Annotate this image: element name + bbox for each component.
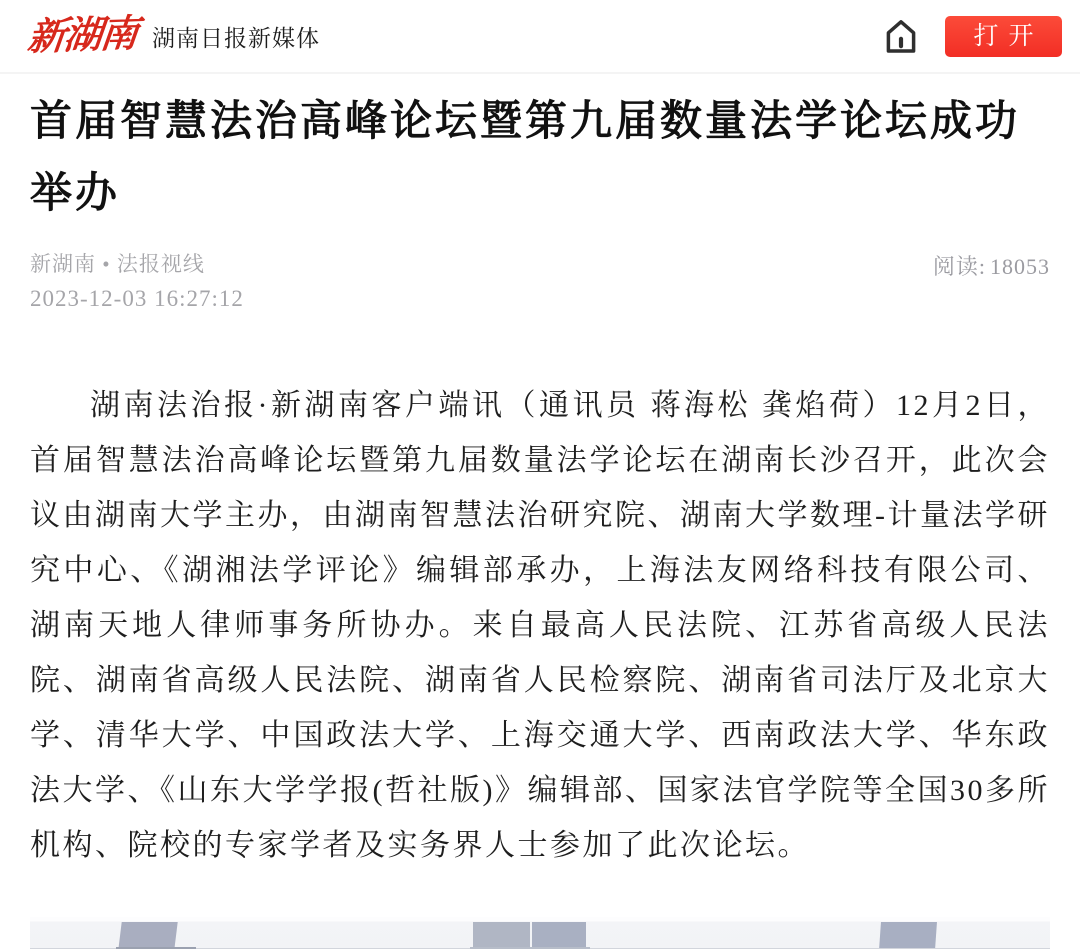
photo-panel-right bbox=[879, 922, 937, 949]
article-page bbox=[0, 86, 1080, 949]
app-name-label: 湖南日报新媒体 bbox=[152, 25, 321, 51]
photo-panel-center-left bbox=[473, 922, 530, 949]
read-count-label: 阅读: bbox=[932, 254, 986, 279]
photo-panel-center-right bbox=[532, 922, 586, 949]
article-meta bbox=[30, 248, 1050, 312]
read-count-value: 18053 bbox=[990, 254, 1050, 279]
xinhunan-logo[interactable]: 新湖南 bbox=[25, 13, 139, 59]
article-photo[interactable] bbox=[30, 917, 1050, 949]
photo-panel-left bbox=[118, 922, 177, 949]
open-app-button[interactable]: 打开 bbox=[945, 16, 1062, 57]
publish-time: 2023-12-03 16:27:12 bbox=[30, 286, 244, 311]
article-source: 新湖南 • 法报视线 bbox=[30, 252, 205, 276]
article-meta-left bbox=[30, 248, 244, 312]
article-title: 首届智慧法治高峰论坛暨第九届数量法学论坛成功举办 bbox=[30, 99, 1021, 217]
home-icon[interactable] bbox=[879, 14, 923, 58]
article-body: 湖南法治报·新湖南客户端讯（通讯员 蒋海松 龚焰荷）12月2日，首届智慧法治高峰论坛暨第九届数量法学论坛在湖南长沙召开，此次会议由湖南大学主办，由湖南智慧法治研究院、湖南大学数理-计量法学研究中心、《湖湘法学评论》编辑部承办，上海法友网络科技有限公司、湖南天地人律师事务所协办。来自最高人民法院、江苏省高级人民法院、湖南省高级人民法院、湖南省人民检察院、湖南省司法厅及北京大学、清华大学、中国政法大学、上海交通大学、西南政法大学、华东政法大学、《山东大学学报(哲社版)》编辑部、国家法官学院等全国30多所机构、院校的专家学者及实务界人士参加了此次论坛。 bbox=[30, 389, 1050, 862]
app-header bbox=[0, 0, 1080, 74]
read-count bbox=[929, 248, 1050, 281]
